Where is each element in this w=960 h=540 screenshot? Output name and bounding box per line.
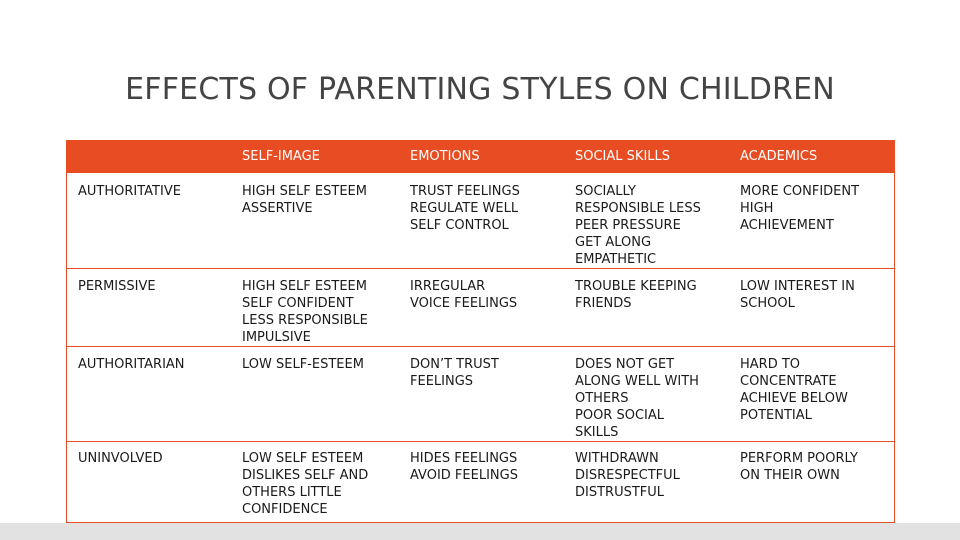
slide-title: EFFECTS OF PARENTING STYLES ON CHILDREN: [125, 72, 835, 107]
header-academics: ACADEMICS: [740, 149, 818, 164]
cell-social-skills: WITHDRAWN DISRESPECTFUL DISTRUSTFUL: [575, 451, 680, 500]
cell-self-image: LOW SELF ESTEEM DISLIKES SELF AND OTHERS LITTLE CONFIDENCE: [242, 451, 369, 517]
cell-social-skills: SOCIALLY RESPONSIBLE LESS PEER PRESSURE GET ALONG EMPATHETIC: [575, 184, 701, 267]
cell-academics: PERFORM POORLY ON THEIR OWN: [740, 451, 858, 483]
header-social-skills: SOCIAL SKILLS: [575, 149, 671, 164]
footer-bar: [0, 523, 960, 540]
table-row: [67, 140, 894, 269]
cell-academics: LOW INTEREST IN SCHOOL: [740, 279, 855, 311]
table-row: [67, 347, 894, 442]
cell-self-image: LOW SELF-ESTEEM: [242, 357, 364, 372]
table-row: [67, 269, 894, 347]
cell-self-image: HIGH SELF ESTEEM ASSERTIVE: [242, 184, 367, 216]
header-self-image: SELF-IMAGE: [242, 149, 320, 164]
table-row: [67, 442, 894, 523]
cell-social-skills: DOES NOT GET ALONG WELL WITH OTHERS POOR SOCIAL SKILLS: [575, 357, 699, 440]
row-style-label: AUTHORITATIVE: [78, 184, 181, 199]
cell-academics: MORE CONFIDENT HIGH ACHIEVEMENT: [740, 184, 860, 233]
cell-self-image: HIGH SELF ESTEEM SELF CONFIDENT LESS RESPONSIBLE IMPULSIVE: [242, 279, 368, 345]
row-style-label: UNINVOLVED: [78, 451, 163, 466]
cell-emotions: TRUST FEELINGS REGULATE WELL SELF CONTROL: [410, 184, 520, 233]
header-emotions: EMOTIONS: [410, 149, 480, 164]
cell-emotions: HIDES FEELINGS AVOID FEELINGS: [410, 451, 518, 483]
row-style-label: AUTHORITARIAN: [78, 357, 185, 372]
cell-emotions: DON’T TRUST FEELINGS: [410, 357, 499, 389]
cell-social-skills: TROUBLE KEEPING FRIENDS: [575, 279, 697, 311]
cell-academics: HARD TO CONCENTRATE ACHIEVE BELOW POTENTIAL: [740, 357, 848, 423]
cell-emotions: IRREGULAR VOICE FEELINGS: [410, 279, 518, 311]
row-style-label: PERMISSIVE: [78, 279, 156, 294]
parenting-effects-table: [66, 140, 895, 523]
